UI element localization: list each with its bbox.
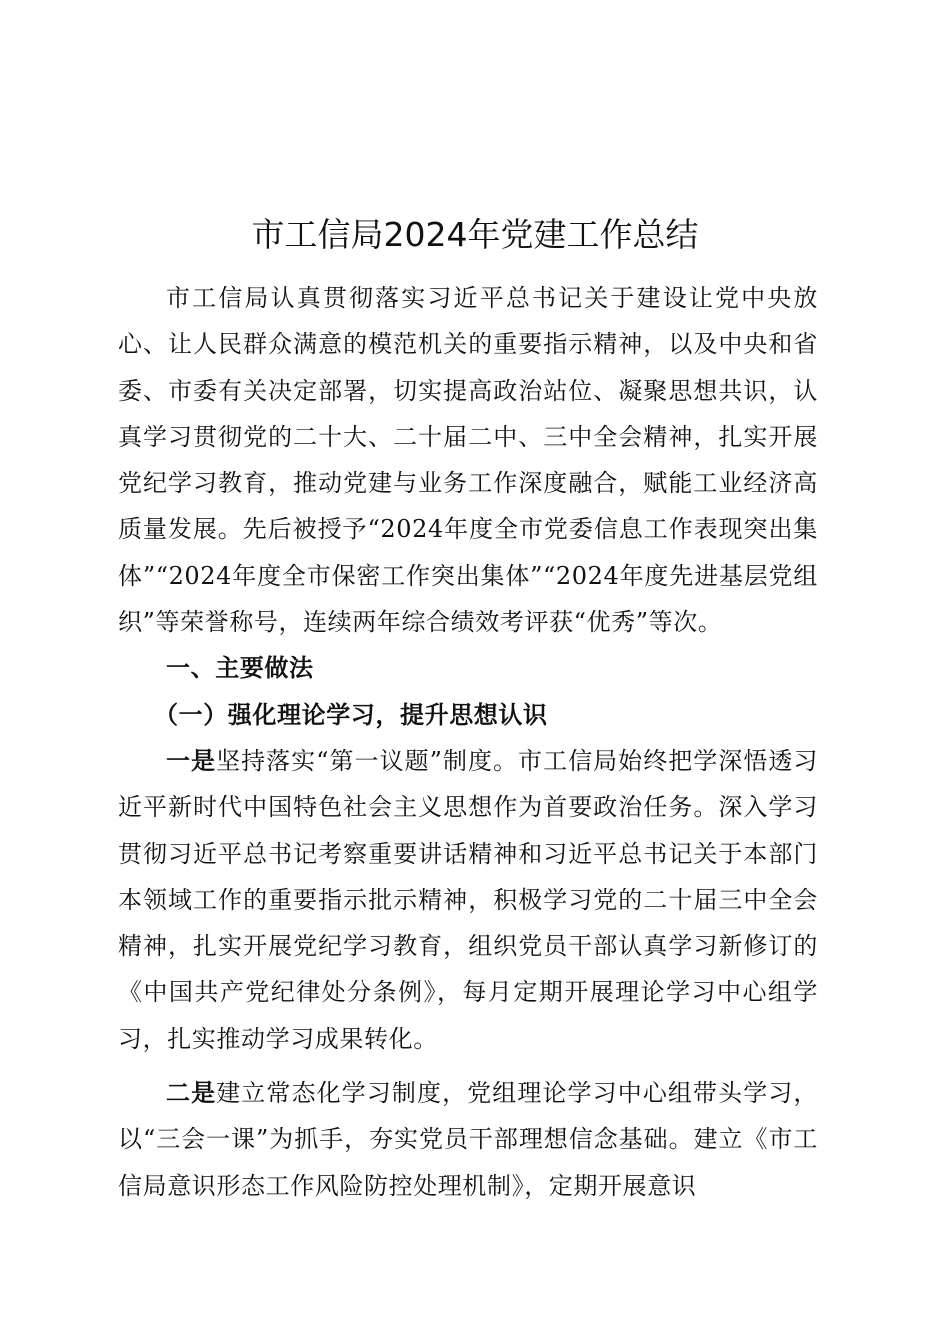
point-one-paragraph bbox=[118, 738, 818, 1062]
paragraph-gap bbox=[118, 1062, 818, 1070]
document-title: 市工信局2024年党建工作总结 bbox=[251, 215, 699, 254]
document-body bbox=[118, 275, 818, 1209]
intro-paragraph: 市工信局认真贯彻落实习近平总书记关于建设让党中央放心、让人民群众满意的模范机关的重要指示精神，以及中央和省委、市委有关决定部署，切实提高政治站位、凝聚思想共识，认真学习贯彻党的二十大、二十届二中、三中全会精神，扎实开展党纪学习教育，推动党建与业务工作深度融合，赋能工业经济高质量发展。先后被授予“2024年度全市党委信息工作表现突出集体”“2024年度全市保密工作突出集体”“2024年度先进基层党组织”等荣誉称号，连续两年综合绩效考评获“优秀”等次。 bbox=[118, 284, 818, 637]
point-two-lead: 二是 bbox=[166, 1078, 217, 1108]
point-one-lead: 一是 bbox=[166, 745, 217, 775]
point-two-text: 建立常态化学习制度，党组理论学习中心组带头学习，以“三会一课”为抓手，夯实党员干部理想信念基础。建立《市工信局意识形态工作风险防控处理机制》，定期开展意识 bbox=[118, 1079, 819, 1200]
section-heading-main-practices: 一、主要做法 bbox=[166, 654, 314, 683]
point-two-paragraph bbox=[118, 1070, 818, 1209]
subsection-heading-theory-study: （一）强化理论学习，提升思想认识 bbox=[154, 699, 548, 729]
point-one-text: 坚持落实“第一议题”制度。市工信局始终把学深悟透习近平新时代中国特色社会主义思想作为首要政治任务。深入学习贯彻习近平总书记考察重要讲话精神和习近平总书记关于本部门本领域工作的重要指示批示精神，积极学习党的二十届三中全会精神，扎实开展党纪学习教育，组织党员干部认真学习新修订的《中国共产党纪律处分条例》，每月定期开展理论学习中心组学习，扎实推动学习成果转化。 bbox=[118, 746, 818, 1053]
